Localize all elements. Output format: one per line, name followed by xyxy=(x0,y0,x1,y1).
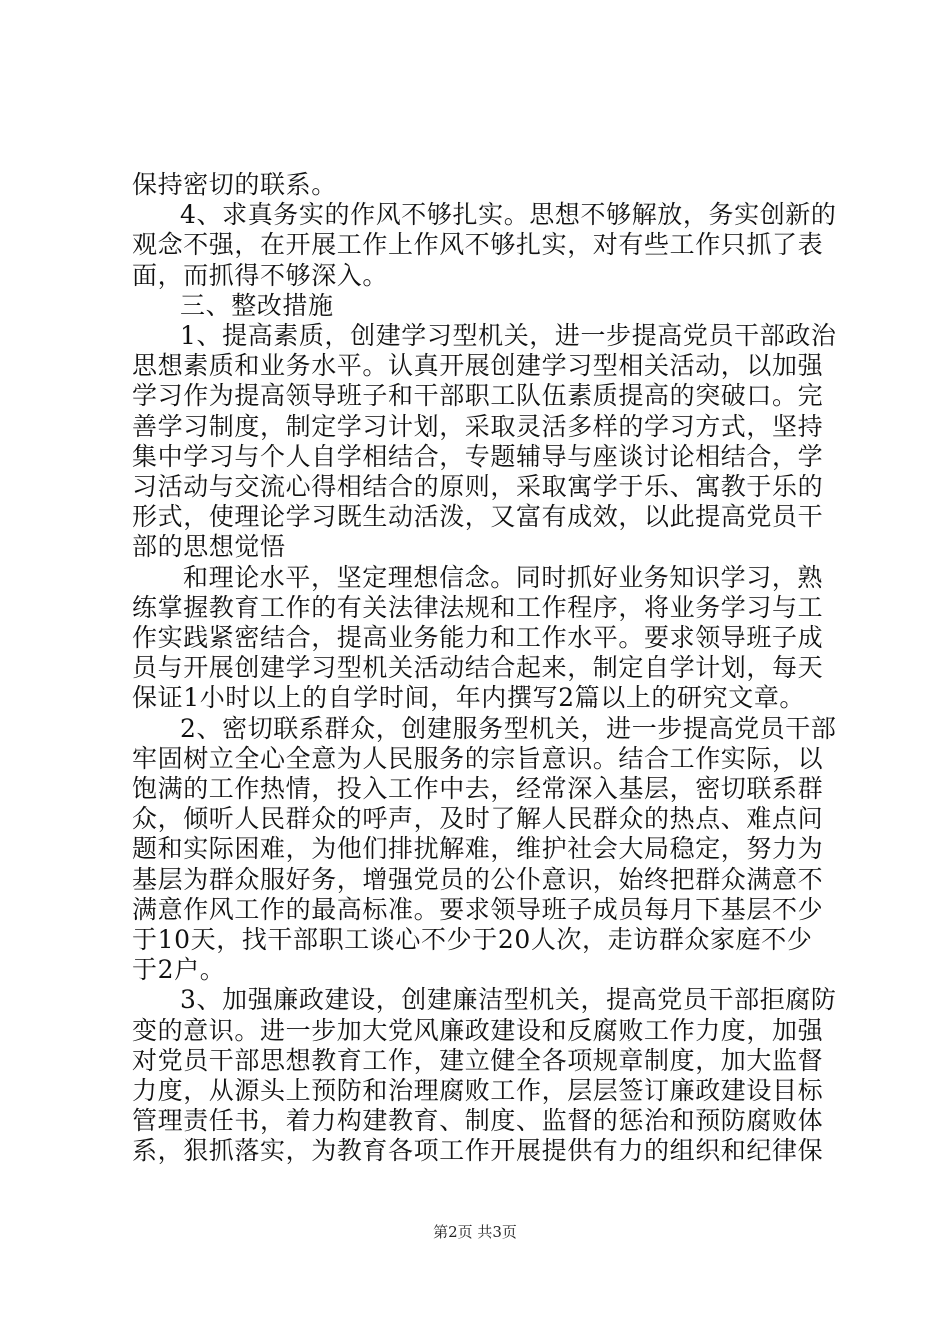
section-heading: 三、整改措施 xyxy=(180,291,334,320)
text-line: 部的思想觉悟 xyxy=(132,532,286,561)
text-line: 力度，从源头上预防和治理腐败工作，层层签订廉政建设目标 xyxy=(132,1076,824,1105)
text-line: 于10天，找干部职工谈心不少于20人次，走访群众家庭不少 xyxy=(132,925,813,954)
text-line: 对党员干部思想教育工作，建立健全各项规章制度，加大监督 xyxy=(132,1046,824,1075)
text-line: 学习作为提高领导班子和干部职工队伍素质提高的突破口。完 xyxy=(132,381,824,410)
text-line: 观念不强，在开展工作上作风不够扎实，对有些工作只抓了表 xyxy=(132,230,824,259)
measure-3-heading-line: 3、加强廉政建设，创建廉洁型机关，提高党员干部拒腐防 xyxy=(180,985,837,1014)
text-line: 集中学习与个人自学相结合，专题辅导与座谈讨论相结合，学 xyxy=(132,442,824,471)
text-line: 练掌握教育工作的有关法律法规和工作程序，将业务学习与工 xyxy=(132,593,824,622)
measure-2-heading-line: 2、密切联系群众，创建服务型机关，进一步提高党员干部 xyxy=(180,714,837,743)
page-footer: 第2页 共3页 xyxy=(433,1223,517,1241)
text-line: 作实践紧密结合，提高业务能力和工作水平。要求领导班子成 xyxy=(132,623,824,652)
text-line: 基层为群众服好务，增强党员的公仆意识，始终把群众满意不 xyxy=(132,865,824,894)
text-line: 饱满的工作热情，投入工作中去，经常深入基层，密切联系群 xyxy=(132,774,824,803)
text-line: 系，狠抓落实，为教育各项工作开展提供有力的组织和纪律保 xyxy=(132,1136,824,1165)
text-line: 面，而抓得不够深入。 xyxy=(132,261,389,290)
text-line: 员与开展创建学习型机关活动结合起来，制定自学计划，每天 xyxy=(132,653,824,682)
text-line: 题和实际困难，为他们排扰解难，维护社会大局稳定，努力为 xyxy=(132,834,824,863)
measure-1-heading-line: 1、提高素质，创建学习型机关，进一步提高党员干部政治 xyxy=(180,321,837,350)
text-line: 牢固树立全心全意为人民服务的宗旨意识。结合工作实际，以 xyxy=(132,744,824,773)
text-line: 保证1小时以上的自学时间，年内撰写2篇以上的研究文章。 xyxy=(132,683,806,712)
paragraph-4-heading-line: 4、求真务实的作风不够扎实。思想不够解放，务实创新的 xyxy=(180,200,837,229)
text-line: 满意作风工作的最高标准。要求领导班子成员每月下基层不少 xyxy=(132,895,824,924)
text-line: 习活动与交流心得相结合的原则，采取寓学于乐、寓教于乐的 xyxy=(132,472,824,501)
text-line: 变的意识。进一步加大党风廉政建设和反腐败工作力度，加强 xyxy=(132,1016,824,1045)
text-line: 和理论水平，坚定理想信念。同时抓好业务知识学习，熟 xyxy=(183,563,824,592)
text-line: 善学习制度，制定学习计划，采取灵活多样的学习方式，坚持 xyxy=(132,412,824,441)
text-line: 形式，使理论学习既生动活泼，又富有成效，以此提高党员干 xyxy=(132,502,824,531)
text-line: 思想素质和业务水平。认真开展创建学习型相关活动，以加强 xyxy=(132,351,824,380)
text-line: 于2户。 xyxy=(132,955,226,984)
text-line: 众，倾听人民群众的呼声，及时了解人民群众的热点、难点问 xyxy=(132,804,824,833)
text-line: 管理责任书，着力构建教育、制度、监督的惩治和预防腐败体 xyxy=(132,1106,824,1135)
text-line: 保持密切的联系。 xyxy=(132,170,337,199)
